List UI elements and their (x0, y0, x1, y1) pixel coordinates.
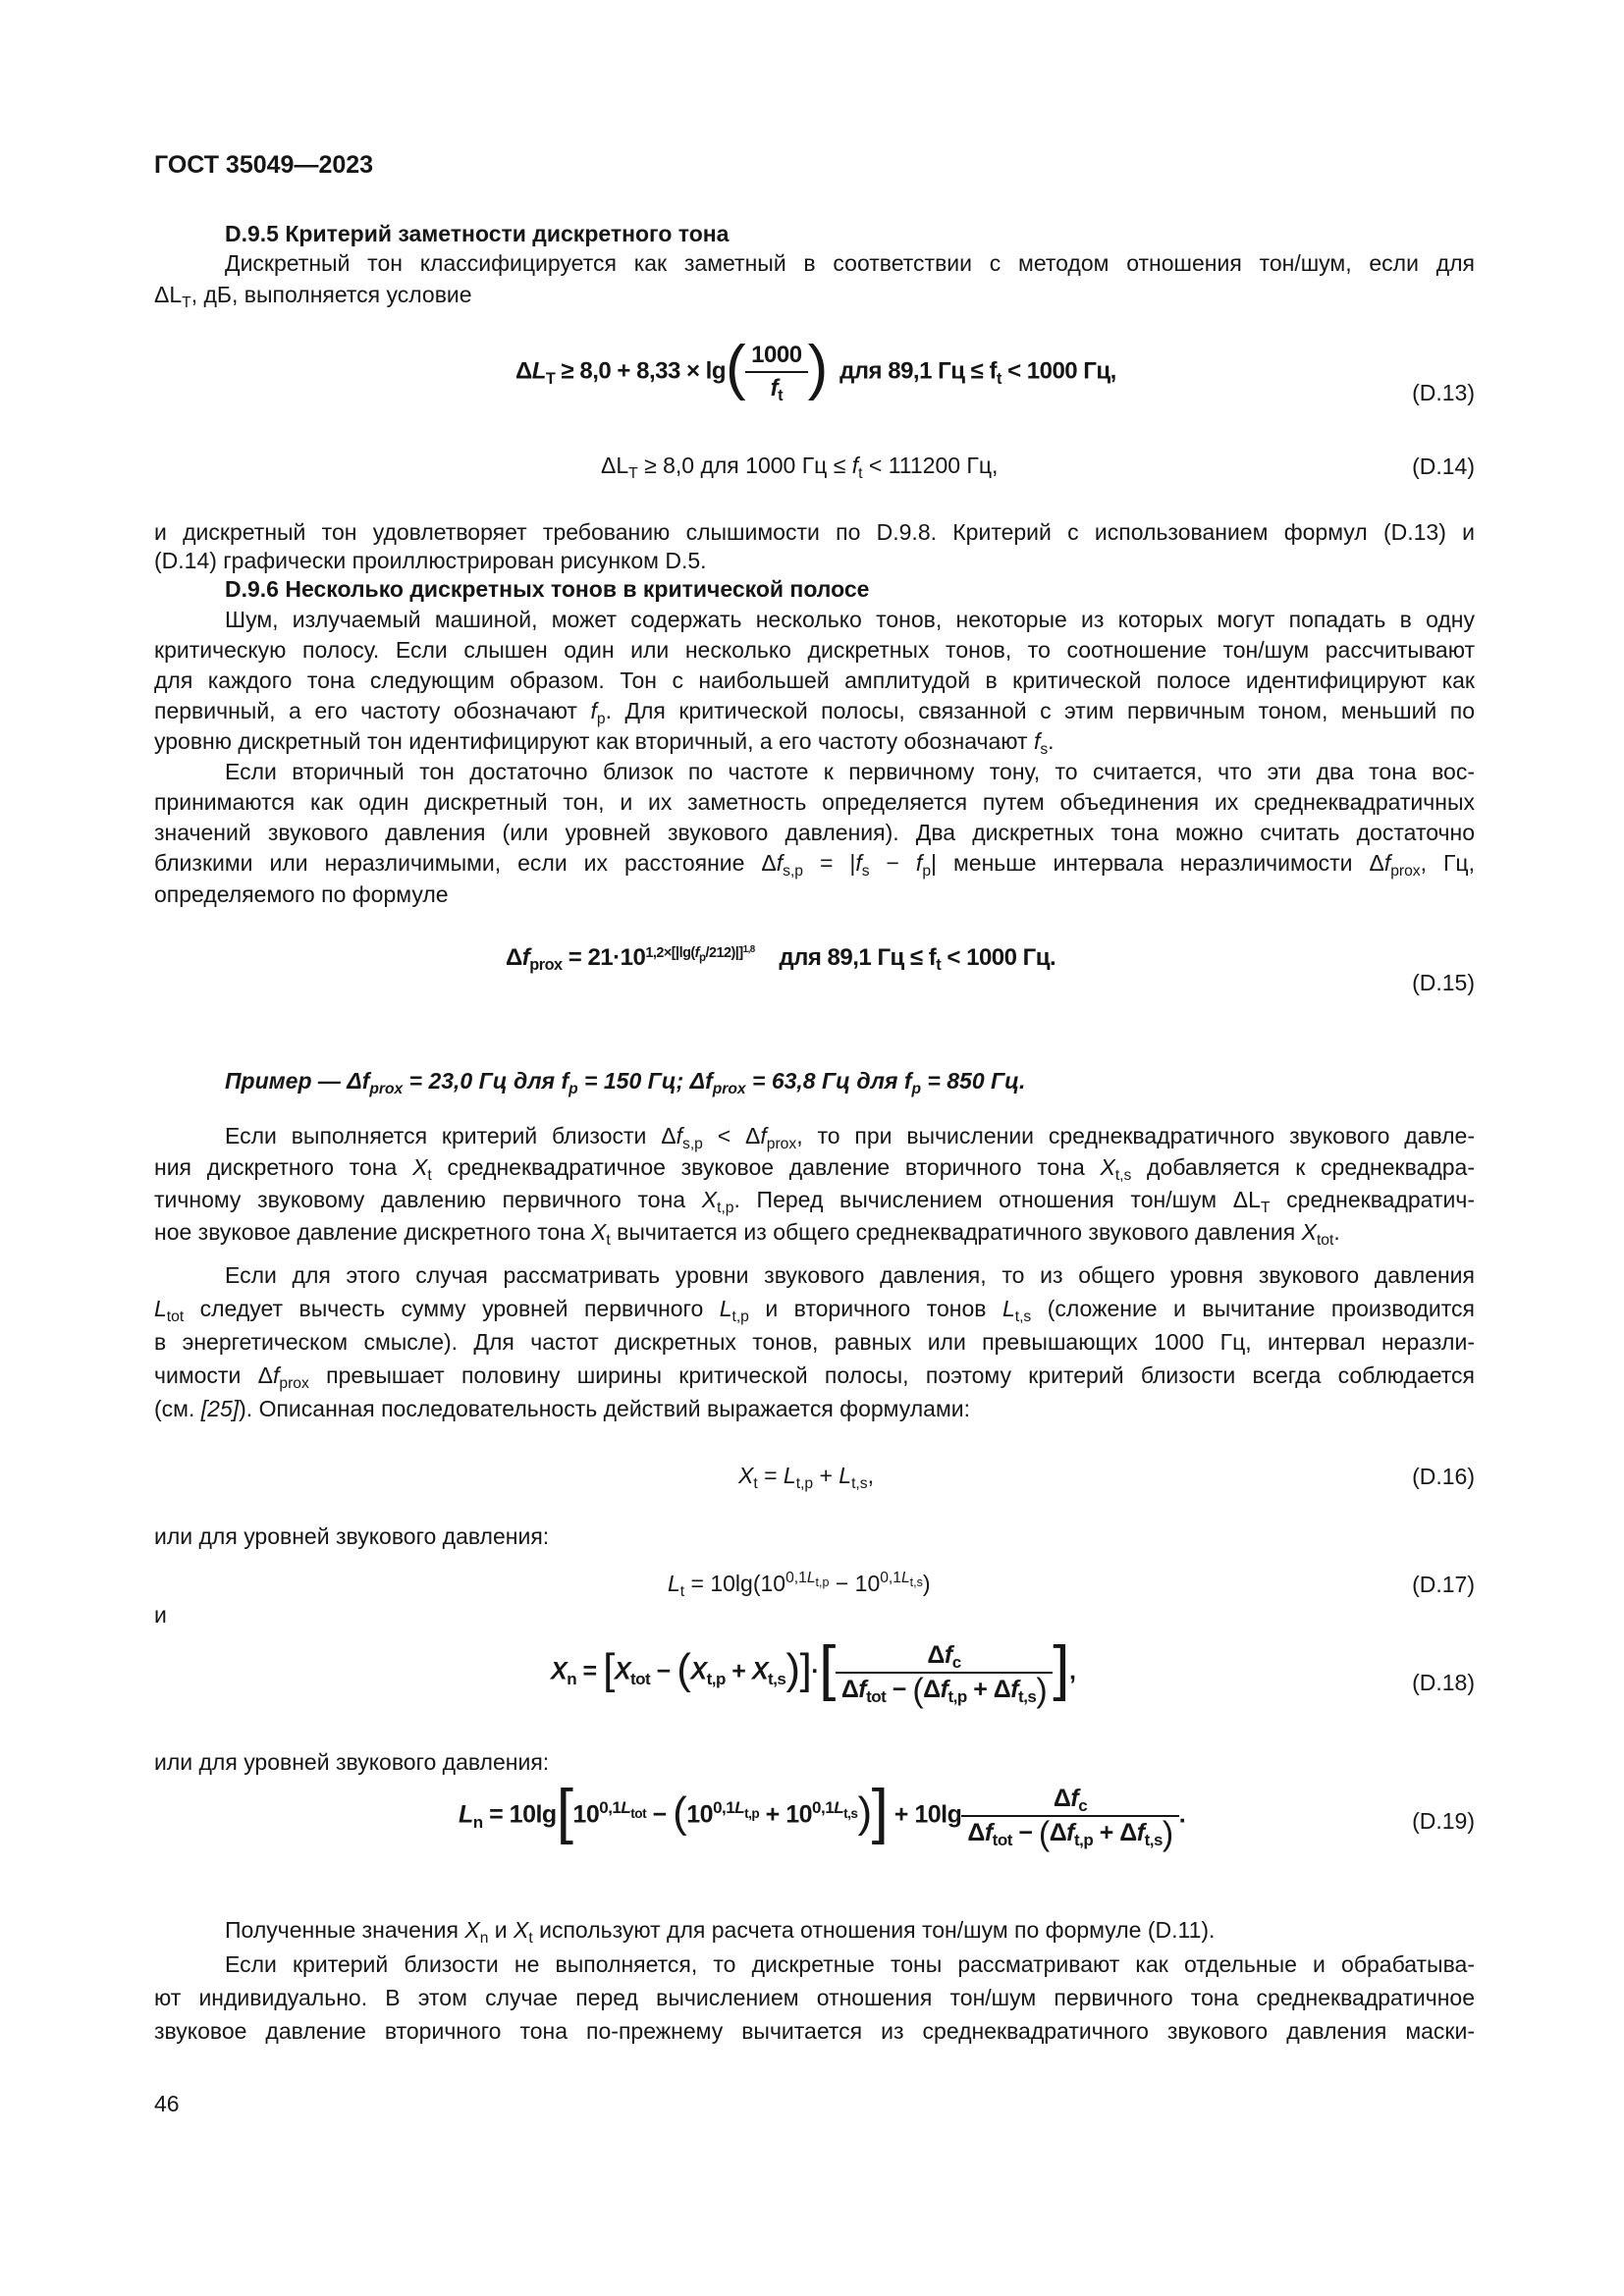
equation-number: (D.17) (1412, 1572, 1475, 1597)
paragraph-line: Дискретный тон классифицируется как заметный в соответствии с методом отношения тон/шум, если для (225, 250, 1475, 276)
paragraph-line: (см. [25]). Описанная последовательность действий выражается формулами: (154, 1396, 971, 1421)
equation-number: (D.18) (1412, 1670, 1475, 1695)
paragraph-line: или для уровней звукового давления: (154, 1523, 550, 1549)
paragraph-line: Полученные значения $X_n$ и $X_t$ используют для расчета отношения тон/шум по формуле (D.11). (225, 1917, 1216, 1947)
paragraph-line: уровню дискретный тон идентифицируют как вторичный, а его частоту обозначают $f_s$. (154, 728, 1055, 758)
formula-d19: $L_n = 10\lg[10^{0,1L_{tot}} - (10^{0,1L_{t,p}} + 10^{0,1L_{t,s}})] + 10\lg$ $\frac{\Delta f_c}{\Delta f_{tot} - (\Delta f_{t,p} + \Delta f_{t,s})}$ . (459, 1778, 1186, 1853)
paragraph-line: Шум, излучаемый машиной, может содержать несколько тонов, некоторые из которых могут попадать в одну (225, 607, 1475, 632)
paragraph-line: определяемого по формуле (154, 881, 449, 907)
formula-d13: $\Delta L_T \ge 8,0 + 8,33 \times \lg$( $\frac{1000}{f_t}$ ) для 89,1 Гц ≤ $f_t < 1000$ Гц, (515, 334, 1116, 405)
paragraph-line: $\Delta L_T$, дБ, выполняется условие (154, 282, 472, 311)
equation-number: (D.16) (1412, 1464, 1475, 1489)
paragraph-line: (D.14) графически проиллюстрирован рисунком D.5. (154, 548, 707, 573)
equation-number: (D.13) (1412, 380, 1475, 405)
equation-number: (D.15) (1412, 970, 1475, 995)
paragraph-line: или для уровней звукового давления: (154, 1749, 550, 1775)
section-heading-d96: D.9.6 Несколько дискретных тонов в критической полосе (225, 576, 870, 602)
paragraph-line: критическую полосу. Если слышен один или несколько дискретных тонов, то соотношение тон/шум рассчитывают (154, 637, 1475, 663)
paragraph-line: и дискретный тон удовлетворяет требованию слышимости по D.9.8. Критерий с использованием формул (D.13) и (154, 519, 1475, 545)
formula-d15: $\Delta f_{prox} = 21\cdot 10^{1,2\times[|lg(f_p/212)|]^{1,8}}$ для 89,1 Гц ≤ $f_t < 1000$ Гц. (506, 943, 1056, 975)
paragraph-line: Если выполняется критерий близости $\Delta f_{s,p} < \Delta f_{prox}$, то при вычислении среднеквадратичного звукового давле- (225, 1123, 1476, 1152)
formula-d14: $\Delta L_T \ge 8,0$ для 1000 Гц ≤ $f_t < 111200$ Гц, (601, 453, 999, 482)
paragraph-line: ют индивидуально. В этом случае перед вычислением отношения тон/шум первичного тона среднеквадратичное (154, 1985, 1475, 2010)
formula-d18: $X_n = [X_{tot} - (X_{t,p} + X_{t,s})]\cdot$[ $\frac{\Delta f_c}{\Delta f_{tot} - (\Delta f_{t,p} + \Delta f_{t,s})}$ ], (551, 1634, 1076, 1710)
paragraph-line: ния дискретного тона $X_t$ среднеквадратичное звуковое давление вторичного тона $X_{t,s}$ добавляется к среднеквадра- (154, 1154, 1475, 1184)
paragraph-line: звуковое давление вторичного тона по-прежнему вычитается из среднеквадратичного звукового давления маски- (154, 2018, 1475, 2044)
paragraph-line: для каждого тона следующим образом. Тон с наибольшей амплитудой в критической полосе идентифицируют как (154, 667, 1475, 693)
paragraph-line: близкими или неразличимыми, если их расстояние $\Delta f_{s,p} = |f_s - f_p|$ меньше интервала неразличимости $\Delta f_{prox}$, Гц, (154, 850, 1475, 880)
section-heading-d95: D.9.5 Критерий заметности дискретного тона (225, 221, 730, 246)
paragraph-line: в энергетическом смысле). Для частот дискретных тонов, равных или превышающих 1000 Гц, интервал неразли- (154, 1329, 1475, 1355)
paragraph-line: $L_{tot}$ следует вычесть сумму уровней первичного $L_{t,p}$ и вторичного тонов $L_{t,s}$ (сложение и вычитание производится (154, 1296, 1475, 1325)
formula-d17: $L_t = 10\lg(10^{0,1L_{t,p}} - 10^{0,1L_{t,s}})$ (668, 1570, 931, 1600)
paragraph-line: Если вторичный тон достаточно близок по частоте к первичному тону, то считается, что эти два тона вос- (225, 759, 1475, 784)
example-note: Пример — $\Delta f_{prox} = 23,0$ Гц для $f_p = 150$ Гц; $\Delta f_{prox} = 63,8$ Гц для $f_p = 850$ Гц. (225, 1068, 1026, 1097)
paragraph-line: значений звукового давления (или уровней звукового давления). Два дискретных тона можно считать достаточно (154, 820, 1475, 845)
paragraph-line: принимаются как один дискретный тон, и их заметность определяется путем объединения их среднеквадратичных (154, 789, 1475, 815)
page-number: 46 (154, 2091, 180, 2116)
paragraph-line: чимости $\Delta f_{prox}$ превышает половину ширины критической полосы, поэтому критерий близости всегда соблюдается (154, 1362, 1475, 1392)
paragraph-line: Если критерий близости не выполняется, то дискретные тоны рассматривают как отдельные и обрабатыва- (225, 1951, 1475, 1977)
equation-number: (D.19) (1412, 1808, 1475, 1834)
equation-number: (D.14) (1412, 454, 1475, 479)
paragraph-line: тичному звуковому давлению первичного тона $X_{t,p}$. Перед вычислением отношения тон/шум $\Delta L_T$ среднеквадратич- (154, 1187, 1475, 1216)
paragraph-line: первичный, а его частоту обозначают $f_p$. Для критической полосы, связанной с этим первичным тоном, меньший по (154, 698, 1476, 727)
paragraph-line: и (154, 1602, 167, 1628)
formula-d16: $X_t = L_{t,p} + L_{t,s}$, (738, 1463, 874, 1492)
paragraph-line: ное звуковое давление дискретного тона $X_t$ вычитается из общего среднеквадратичного звукового давления $X_{tot}$. (154, 1219, 1340, 1249)
paragraph-line: Если для этого случая рассматривать уровни звукового давления, то из общего уровня звукового давления (225, 1262, 1475, 1288)
document-header: ГОСТ 35049—2023 (154, 151, 374, 179)
